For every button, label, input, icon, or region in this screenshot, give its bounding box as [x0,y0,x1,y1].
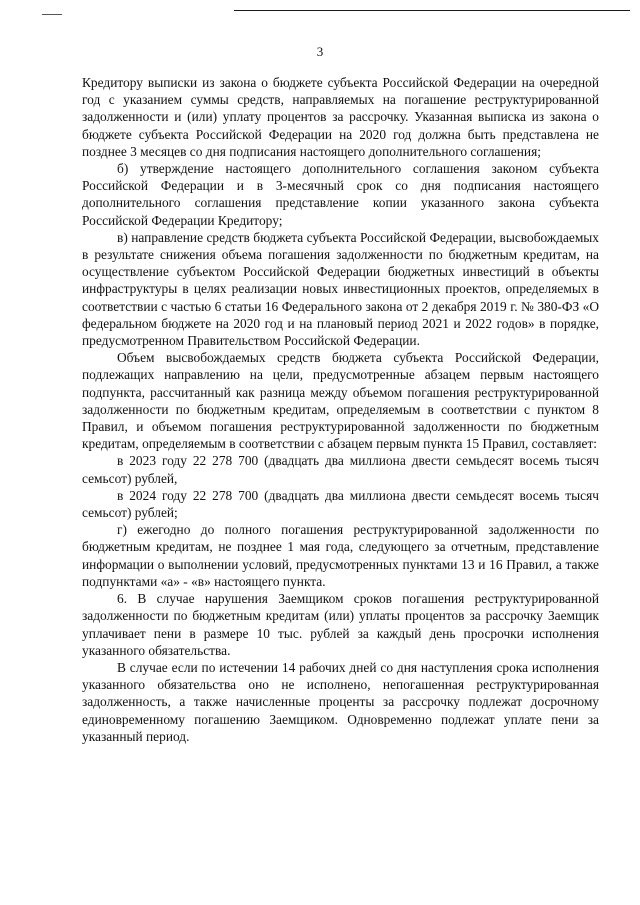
paragraph-early-repayment: В случае если по истечении 14 рабочих дней со дня наступления срока исполнения указанного обязательства оно не исполнено, непогашенная реструктурированная задолженность, а также начисленные проценты за рассрочку подлежат досрочному единовременному погашению Заемщиком. Одновременно подлежат уплате пени за указанный период. [82,659,599,744]
scan-artifact-line [234,10,630,11]
scan-artifact-mark [42,14,62,15]
document-body [82,74,599,745]
paragraph-subitem-b: б) утверждение настоящего дополнительного соглашения законом субъекта Российской Федерации и в 3-месячный срок со дня подписания настоящего дополнительного соглашения представление копии указанного закона субъекта Российской Федерации Кредитору; [82,161,599,228]
page-number: 3 [316,44,324,59]
paragraph-subitem-g: г) ежегодно до полного погашения реструктурированной задолженности по бюджетным кредитам, не позднее 1 мая года, следующего за отчетным, представление информации о выполнении условий, предусмотренных пунктами 13 и 16 Правил, а также подпунктами «а» - «в» настоящего пункта. [82,522,599,589]
paragraph-subitem-v: в) направление средств бюджета субъекта Российской Федерации, высвобождаемых в результате снижения объема погашения задолженности по бюджетным кредитам, на осуществление субъектом Российской Федерации бюджетных инвестиций в объекты инфраструктуры в целях реализации новых инвестиционных проектов, определяемых в соответствии с частью 6 статьи 16 Федерального закона от 2 декабря 2019 г. № 380-ФЗ «О федеральном бюджете на 2020 год и на плановый период 2021 и 2022 годов» в порядке, предусмотренном Правительством Российской Федерации. [82,229,599,349]
paragraph-clause-6: 6. В случае нарушения Заемщиком сроков погашения реструктурированной задолженности по бюджетным кредитам (или) уплаты процентов за рассрочку Заемщик уплачивает пени в размере 10 тыс. рублей за каждый день просрочки исполнения указанного обязательства. [82,591,599,658]
paragraph-continuation: Кредитору выписки из закона о бюджете субъекта Российской Федерации на очередной год с указанием суммы средств, направляемых на погашение реструктурированной задолженности и (или) уплату процентов за рассрочку. Указанная выписка из закона о бюджете субъекта Российской Федерации на 2020 год должна быть представлена не позднее 3 месяцев со дня подписания настоящего дополнительного соглашения; [82,75,599,159]
paragraph-amount-2023: в 2023 году 22 278 700 (двадцать два миллиона двести семьдесят восемь тысяч семьсот) рублей, [82,453,599,486]
paragraph-freed-funds: Объем высвобождаемых средств бюджета субъекта Российской Федерации, подлежащих направлению на цели, предусмотренные абзацем первым настоящего подпункта, рассчитанный как разница между объемом погашения реструктурированной задолженности по бюджетным кредитам, определяемым в соответствии с пунктом 8 Правил, и объемом погашения реструктурированной задолженности по бюджетным кредитам, определяемым в соответствии с абзацем первым пункта 15 Правил, составляет: [82,350,599,452]
paragraph-amount-2024: в 2024 году 22 278 700 (двадцать два миллиона двести семьдесят восемь тысяч семьсот) рублей; [82,487,599,521]
